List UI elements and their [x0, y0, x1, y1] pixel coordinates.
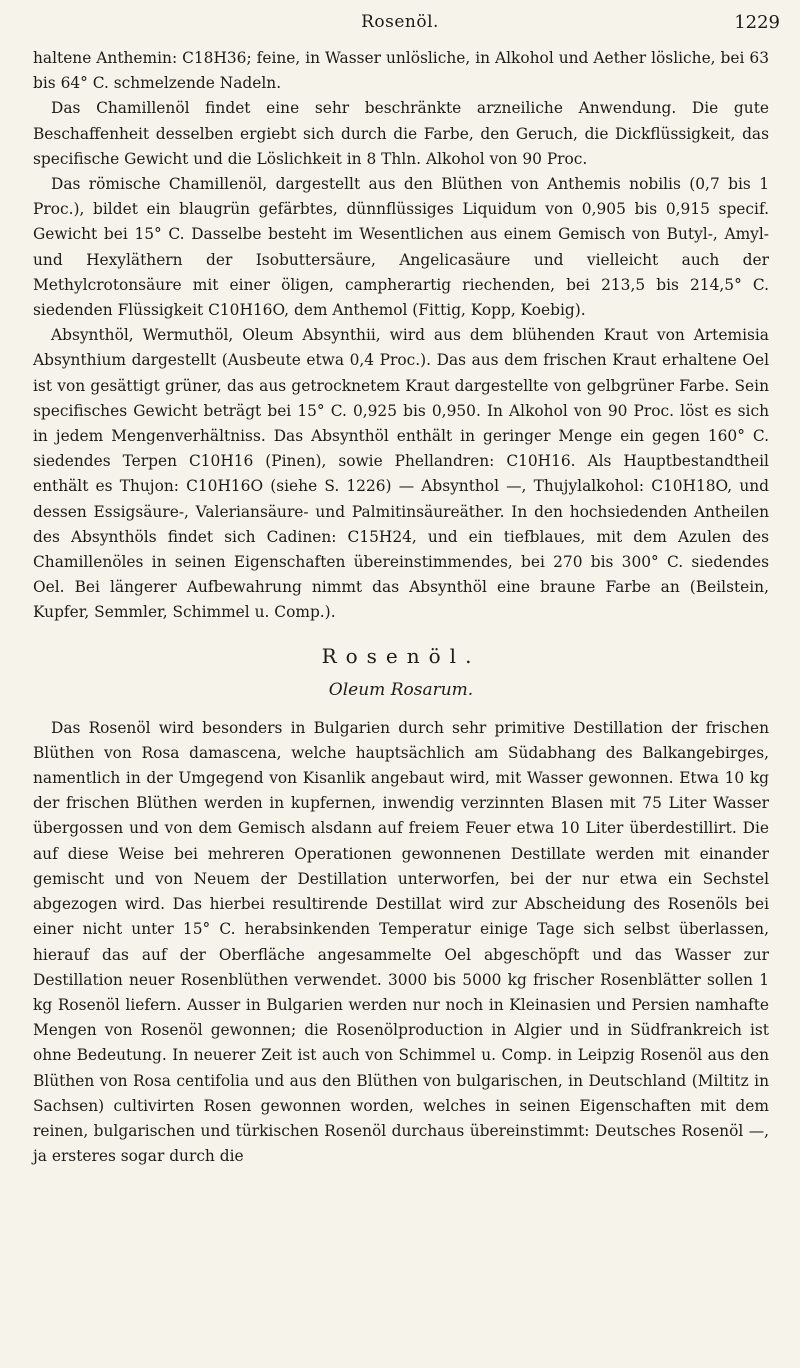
paragraph-rosenoel: Das Rosenöl wird besonders in Bulgarien durch sehr primitive Destillation der frischen Blüthen von Rosa damascena, welche hauptsächlich am Südabhang des Balkangebirges, namentlich in der Umgegend von Kisanlik angebaut wird, mit Wasser gewonnen. Etwa 10 kg der frischen Blüthen werden in kupfernen, inwendig verzinnten Blasen mit 75 Liter Wasser übergossen und von dem Gemisch alsdann auf freiem Feuer etwa 10 Liter überdestillirt. Die auf diese Weise bei mehreren Operationen gewonnenen Destillate werden mit einander gemischt und von Neuem der Destillation unterworfen, bei der nur etwa ein Sechstel abgezogen wird. Das hierbei resultirende Destillat wird zur Abscheidung des Rosenöls bei einer nicht unter 15° C. herabsinkenden Temperatur einige Tage sich selbst überlassen, hierauf das auf der Oberfläche angesammelte Oel abgeschöpft und das Wasser zur Destillation neuer Rosenblüthen verwendet. 3000 bis 5000 kg frischer Rosenblätter sollen 1 kg Rosenöl liefern. Ausser in Bulgarien werden nur noch in Kleinasien und Persien namhafte Mengen von Rosenöl gewonnen; die Rosenölproduction in Algier und in Südfrankreich ist ohne Bedeutung. In neuerer Zeit ist auch von Schimmel u. Comp. in Leipzig Rosenöl aus den Blüthen von Rosa centifolia und aus den Blüthen von bulgarischen, in Deutschland (Miltitz in Sachsen) cultivirten Rosen gewonnen worden, welches in seinen Eigenschaften mit dem reinen, bulgarischen und türkischen Rosenöl durchaus übereinstimmt: Deutsches Rosenöl —, ja ersteres sogar durch die — [33, 718, 769, 1166]
paragraph-anthemin: haltene Anthemin: C18H36; feine, in Wasser unlösliche, in Alkohol und Aether lösliche, bei 63 bis 64° C. schmelzende Nadeln. — [33, 49, 769, 93]
paragraph-absynthoel: Absynthöl, Wermuthöl, Oleum Absynthii, wird aus dem blühenden Kraut von Artemisia Absynthium dargestellt (Ausbeute etwa 0,4 Proc.). Das aus dem frischen Kraut erhaltene Oel ist von gesättigt grüner, das aus getrocknetem Kraut dargestellte von gelbgrüner Farbe. Sein specifisches Gewicht beträgt bei 15° C. 0,925 bis 0,950. In Alkohol von 90 Proc. löst es sich in jedem Mengenverhältniss. Das Absynthöl enthält in geringer Menge ein gegen 160° C. siedendes Terpen C10H16 (Pinen), sowie Phellandren: C10H16. Als Hauptbestandtheil enthält es Thujon: C10H16O (siehe S. 1226) — Absynthol —, Thujylalkohol: C10H18O, und dessen Essigsäure-, Valeriansäure- und Palmitinsäureäther. In den hochsiedenden Antheilen des Absynthöls findet sich Cadinen: C15H24, und ein tiefblaues, mit dem Azulen des Chamillenöles in seinen Eigenschaften übereinstimmendes, bei 270 bis 300° C. siedendes Oel. Bei längerer Aufbewahrung nimmt das Absynthöl eine braune Farbe an (Beilstein, Kupfer, Semmler, Schimmel u. Comp.). — [33, 326, 769, 622]
section-title: Rosenöl. — [321, 643, 481, 668]
section-subtitle: Oleum Rosarum. — [328, 679, 474, 700]
body-text — [33, 46, 769, 1169]
paragraph-roman-chamomile-oil: Das römische Chamillenöl, dargestellt aus den Blüthen von Anthemis nobilis (0,7 bis 1 Proc.), bildet ein blaugrün gefärbtes, dünnflüssiges Liquidum von 0,905 bis 0,915 specif. Gewicht bei 15° C. Dasselbe besteht im Wesentlichen aus einem Gemisch von Butyl-, Amyl- und Hexyläthern der Isobuttersäure, Angelicasäure und vielleicht auch der Methylcrotonsäure mit einer öligen, campherartig riechenden, bei 213,5 bis 214,5° C. siedenden Flüssigkeit C10H16O, dem Anthemol (Fittig, Kopp, Koebig). — [33, 175, 769, 320]
paragraph-chamillenoel-usage: Das Chamillenöl findet eine sehr beschränkte arzneiliche Anwendung. Die gute Beschaffenheit desselben ergiebt sich durch die Farbe, den Geruch, die Dickflüssigkeit, das specifische Gewicht und die Löslichkeit in 8 Thln. Alkohol von 90 Proc. — [33, 99, 769, 168]
page-number: 1229 — [734, 12, 780, 33]
running-head: Rosenöl. — [361, 12, 439, 32]
page-header — [0, 8, 800, 42]
